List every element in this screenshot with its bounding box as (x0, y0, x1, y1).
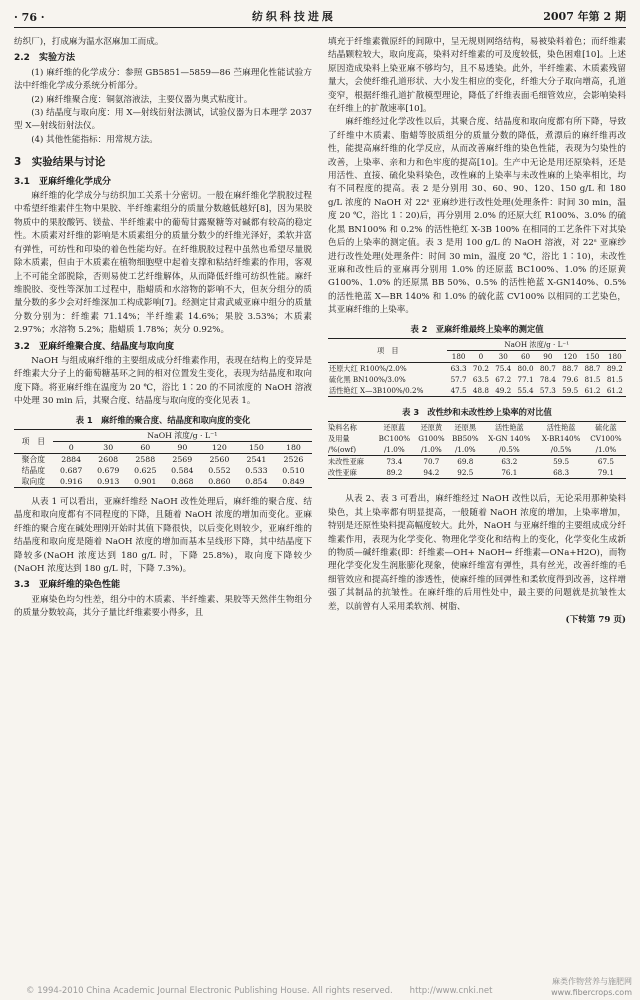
table-row (328, 374, 626, 385)
row-label: 还原大红 R100%/2.0% (329, 363, 407, 373)
table-3-header: 染料名称 (328, 423, 357, 433)
cell: 0.849 (282, 476, 305, 486)
table-1-col-header: 180 (286, 442, 301, 452)
table-2-caption: 表 2 亚麻纤维最终上染率的测定值 (410, 323, 544, 334)
cell: 2884 (61, 454, 82, 464)
right-column (328, 36, 626, 627)
page-number: · 76 · (14, 11, 45, 24)
table-row (328, 467, 626, 479)
cell: 69.8 (457, 457, 474, 467)
table-2-col-header: 180 (607, 351, 622, 361)
cell: 0.913 (97, 476, 120, 486)
table-2-group-header: NaOH 浓度/g · L⁻¹ (447, 338, 626, 350)
cell: 63.2 (501, 457, 518, 467)
row-label: 结晶度 (21, 465, 46, 475)
section-heading-3-3: 3.3 亚麻纤维的染色性能 (14, 580, 120, 591)
cell: 0.533 (245, 465, 268, 475)
cell: 2588 (135, 454, 156, 464)
cell: 67.5 (597, 457, 614, 467)
table-row (328, 362, 626, 374)
table-2-col-header: 180 (451, 351, 466, 361)
row-label: 硫化黑 BN100%/3.0% (329, 374, 406, 384)
cell: 0.687 (60, 465, 83, 475)
cell: 0.510 (282, 465, 305, 475)
watermark-line: 麻类作物营养与施肥网 (552, 977, 632, 986)
paragraph: 纺织厂)，打成麻为温水沤麻加工而成。 (14, 37, 164, 47)
cell: 63.3 (450, 363, 467, 373)
copyright-footer: © 1994-2010 China Academic Journal Electronic Publishing House. All rights reserved. http://www.cnki.net (26, 986, 493, 996)
section-heading-3: 3 实验结果与讨论 (14, 156, 106, 169)
watermark-url: www.fibercrops.com (551, 988, 632, 997)
cell: 0.679 (97, 465, 120, 475)
table-1-col-header: 30 (103, 442, 114, 452)
cell: 0.868 (171, 476, 194, 486)
site-watermark (551, 976, 632, 998)
table-1-col-header: 150 (248, 442, 264, 452)
method-item-2: (2) 麻纤维聚合度：铜氨溶液法，主要仪器为奥式粘度计。 (31, 94, 253, 105)
row-label: 未改性亚麻 (328, 457, 364, 467)
cell: 0.584 (171, 465, 194, 475)
cell: 67.2 (495, 374, 512, 384)
table-3-header: CV100% (590, 434, 622, 444)
cell: 70.2 (472, 363, 489, 373)
cell: 75.4 (495, 363, 512, 373)
cell: 0.901 (134, 476, 157, 486)
cell: 88.7 (584, 363, 601, 373)
cell: 73.4 (386, 457, 403, 467)
table-3-header: X-GN 140% (488, 434, 531, 444)
cell: 89.2 (386, 468, 403, 478)
table-3-header: 还原黑 (454, 423, 477, 433)
table-3-header: BB50% (452, 434, 479, 444)
table-2-col-header: 120 (563, 351, 578, 361)
cell: 59.5 (562, 385, 579, 395)
table-1-item-header: 项 目 (14, 429, 53, 453)
cell: 49.2 (495, 385, 512, 395)
table-row (14, 453, 312, 465)
cell: 47.5 (450, 385, 467, 395)
cell: 48.8 (472, 385, 489, 395)
row-label: 改性亚麻 (328, 468, 357, 478)
table-3-header: 活性艳蓝 (494, 423, 524, 433)
cell: 59.5 (553, 457, 570, 467)
table-row (328, 385, 626, 397)
cell: 92.5 (457, 468, 474, 478)
table-3-header: X-BR140% (541, 434, 581, 444)
paragraph: 填充于纤维素微原纤的间隙中，呈无规则网络结构，易被染料着色；而纤维素结晶颗粒较大，取向度高，染料对纤维素的可及度较低，染色困难[10]。上述原因造成染料上染亚麻不够均匀，且不易透染。此外，半纤维素、木质素残留量大，会使纤维孔道形状、大小发生相应的变化，纤维大分子取向增高，孔道变窄，根据纤维孔道扩散模型理论，降低了纤维表面毛细管效应，会影响染料在纤维上的扩散速率[10]。 (328, 37, 626, 115)
paragraph-dyeing: 亚麻染色均匀性差，组分中的木质素、半纤维素、果胶等天然伴生物组分的质量分数较高，其分子量比纤维素要小得多，且 (14, 594, 312, 619)
table-3-header: /1.0% (454, 445, 476, 455)
table-3-header: BC100% (378, 434, 411, 444)
row-label: 聚合度 (21, 454, 46, 464)
cell: 94.2 (423, 468, 440, 478)
paragraph-table-1-discussion: 从表 1 可以看出，亚麻纤维经 NaOH 改性处理后，麻纤维的聚合度、结晶度和取向度都有不同程度的下降，且随着 NaOH 浓度的增加而变化。亚麻纤维的聚合度在碱处理刚开始时其值下降很快，以后变化则较少，亚麻纤维的结晶度和取向度是随着 NaOH 浓度的增加而基本呈线形下降，其中结晶度下降较多(NaOH 浓度达到 180 g/L 时，下降 25.8%)，取向度下降较少(NaOH 浓度达到 180 g/L 时，下降 7.3%)。 (14, 496, 312, 574)
row-label: 取向度 (21, 476, 46, 486)
cell: 89.2 (606, 363, 623, 373)
method-item-3: (3) 结晶度与取向度：用 X—射线衍射法测试，试验仪器为日本理学 2037 型 X—射线衍射法仪。 (14, 108, 312, 132)
cell: 2608 (98, 454, 119, 464)
cell: 81.5 (584, 374, 601, 384)
cell: 79.6 (562, 374, 579, 384)
section-heading-3-2: 3.2 亚麻纤维聚合度、结晶度与取向度 (14, 341, 174, 352)
table-2 (328, 338, 626, 397)
cell: 0.854 (245, 476, 268, 486)
journal-name: 纺织科技进展 (251, 10, 336, 23)
table-3-header: /0.5% (550, 445, 572, 455)
table-row (14, 465, 312, 476)
table-3-header: 还原蓝 (383, 423, 406, 433)
method-item-1: (1) 麻纤维的化学成分：参照 GB5851—5859—86 苎麻理化性能试验方法中纤维化学成分系统分析部分。 (14, 67, 312, 92)
table-3-header: 还原黄 (420, 423, 443, 433)
cell: 61.2 (584, 385, 601, 395)
cell: 2526 (283, 454, 304, 464)
table-3-header: 活性艳蓝 (546, 423, 576, 433)
method-item-4: (4) 其他性能指标：用常规方法。 (31, 134, 158, 145)
issue-label: 2007 年第 2 期 (543, 10, 626, 23)
table-1-caption: 表 1 麻纤维的聚合度、结晶度和取向度的变化 (75, 414, 251, 425)
cell: 2560 (209, 454, 230, 464)
cell: 0.860 (208, 476, 231, 486)
cell: 0.552 (208, 465, 231, 475)
cell: 55.4 (517, 385, 534, 395)
table-1-col-header: 60 (140, 442, 151, 452)
cell: 79.1 (597, 468, 614, 478)
table-3-header: /1.0% (383, 445, 405, 455)
cell: 88.7 (562, 363, 579, 373)
cell: 70.7 (423, 457, 440, 467)
cell: 2541 (246, 454, 267, 464)
table-3-header: /%(owf) (328, 445, 356, 455)
cell: 76.1 (501, 468, 518, 478)
table-1-group-header: NaOH 浓度/g · L⁻¹ (53, 429, 312, 441)
table-3-header: 硫化蓝 (595, 423, 617, 433)
table-3-header: G100% (418, 434, 445, 444)
section-heading-2-2: 2.2 实验方法 (14, 53, 75, 64)
row-label: 活性艳红 X—3B100%/0.2% (329, 385, 424, 395)
table-2-col-header: 0 (478, 351, 484, 361)
table-1-col-header: 0 (68, 442, 74, 452)
cell: 80.0 (517, 363, 534, 373)
cell: 0.625 (134, 465, 157, 475)
running-header (14, 8, 626, 28)
table-2-col-header: 150 (585, 351, 600, 361)
paragraph-chemical-composition: 麻纤维的化学成分与纺织加工关系十分密切。一般在麻纤维化学脱胶过程中希望纤维素伴生物中果胶、半纤维素组分的质量分数越低越好[8]，因为果胶物质中的果胶酸钙、镁盐、半纤维素中的葡萄甘露聚糖等对碱都有较高的稳定性。木质素对纤维的影响是木质素组分的质量分数少的纤维光泽好，柔软并富有弹性，可纺性和印染的着色性能均好。在纤维脱胶过程中虽然也希望尽量脱除木质素，但由于木质素在植物细胞壁中起着支撑和粘结纤维素的作用，客观上不可能全部脱除，否则易使工艺纤维解体，从而降低纤维可纺织性能。麻纤维脱胶、变性等深加工过程中，脂蜡质和水溶物的影响不大，但灰分组分的质量分数的多少会对纤维深加工构成影响[7]。经测定甘肃武威亚麻中组分的质量分数分别为：纤维素 71.14%；半纤维素 14.6%；果胶 3.53%；木质素 2.97%；水溶物 5.2%；脂蜡质 1.78%；灰分 0.92%。 (14, 191, 312, 336)
table-1-col-header: 120 (211, 442, 227, 452)
table-2-col-header: 30 (498, 351, 508, 361)
cell: 68.3 (553, 468, 570, 478)
table-1 (14, 429, 312, 488)
table-3 (328, 421, 626, 479)
table-3-header: 及用量 (328, 434, 350, 444)
cell: 77.1 (517, 374, 534, 384)
table-3-header: /1.0% (595, 445, 617, 455)
cell: 78.4 (539, 374, 556, 384)
left-column (14, 36, 312, 627)
table-1-col-header: 90 (177, 442, 188, 452)
table-3-caption: 表 3 改性纱和未改性纱上染率的对比值 (402, 406, 552, 417)
cell: 57.3 (539, 385, 556, 395)
two-column-body (14, 36, 626, 627)
section-heading-3-1: 3.1 亚麻纤维化学成分 (14, 176, 111, 187)
table-3-header: /1.0% (421, 445, 442, 455)
paragraph-conclusion: 从表 2、表 3 可看出，麻纤维经过 NaOH 改性以后，无论采用那种染料染色，其上染率都有明显提高，一般随着 NaOH 浓度的增加，上染率增加，特别是还原性染料提高幅度较大。此外，NaOH 与亚麻纤维的主要组成成分纤维素作用，表现为化学变化、物理化学变化和结构上的变化，化学变化生成新的物质—碱纤维素(即：纤维素—OH+ NaOH→ 纤维素—ONa+H2O)，而物理化学变化发生润胀膨化现象，使麻纤维富有弹性，具有丝光，改善纤维的毛细管效应和提高纤维的渗透性，使麻纤维的回弹性和柔软度得到改善，这样增强了其制品的抗皱性。在麻纤维的后用性处中，最主要的问题就是抗皱性太差，以前曾有人采用柔软剂、树脂、 (328, 494, 626, 612)
cell: 81.5 (606, 374, 623, 384)
table-2-col-header: 60 (520, 351, 531, 361)
paragraph-naoh-treatment: NaOH 与组成麻纤维的主要组成成分纤维素作用，表现在结构上的变异是纤维素大分子上的葡萄糖基环之间的相对位置发生变化，表现为结晶度和取向度下降。将亚麻纤维在温度为 20 ℃，浴比 1∶20 的不同浓度的 NaOH 溶液中处理 30 min 后，其聚合度、结晶度与取向度的变化见表 1。 (14, 355, 312, 407)
table-row (328, 456, 626, 468)
continued-note: (下转第 79 页) (565, 615, 626, 625)
table-2-col-header: 90 (543, 351, 553, 361)
cell: 0.916 (60, 476, 83, 486)
table-row (14, 476, 312, 488)
paragraph-modification: 麻纤维经过化学改性以后，其聚合度、结晶度和取向度都有所下降，导致了纤维中木质素、脂蜡等胶质组分的质量分数的降低，煮漂后的麻纤维再改性，能提高麻纤维的化学反应，从而改善麻纤维的染色性能，表现为匀染性的改善，上染率、亲和力和色牢度的提高[10]。生产中无论是用还原染料，还是用活性、直接、硫化染料染色，改性麻的上染率与未改性麻的上染率相比，均有不同程度的提高。表 2 是分别用 30、60、90、120、150 g/L 和 180 g/L 浓度的 NaOH 对 22ˢ 亚麻纱进行改性处理(处理条件：时间 30 min，温度 20 ℃，浴比 1∶20)后，再分别用 2.0% 的还原大红 R100%、3.0% 的硫化黑 BN100% 和 0.2% 的活性艳红 X-3B 100% 在相同的工艺条件下对其染色后的上染率的测定值。表 3 是用 100 g/L 的 NaOH 溶液，对 22ˢ 亚麻纱进行改性处理(处理条件：时间 30 min，温度 20 ℃，浴比 1∶10)，未改性亚麻和改性后的亚麻再分别用 1.0% 的还原蓝 BC100%、1.0% 的还原黄 G100%、1.0% 的还原黑 BB 50%、0.5% 的活性艳蓝 X-GN140%、0.5% 的活性艳蓝 X—BR 140% 和 1.0% 的硫化蓝 CV100% 以相同的工艺染色，其亚麻纤维的上染率。 (328, 117, 626, 316)
cell: 63.5 (472, 374, 489, 384)
table-2-item-header: 项 目 (328, 338, 447, 362)
cell: 80.7 (539, 363, 556, 373)
table-3-header: /0.5% (499, 445, 520, 455)
cell: 2569 (172, 454, 193, 464)
cell: 57.7 (450, 374, 467, 384)
cell: 61.2 (606, 385, 623, 395)
